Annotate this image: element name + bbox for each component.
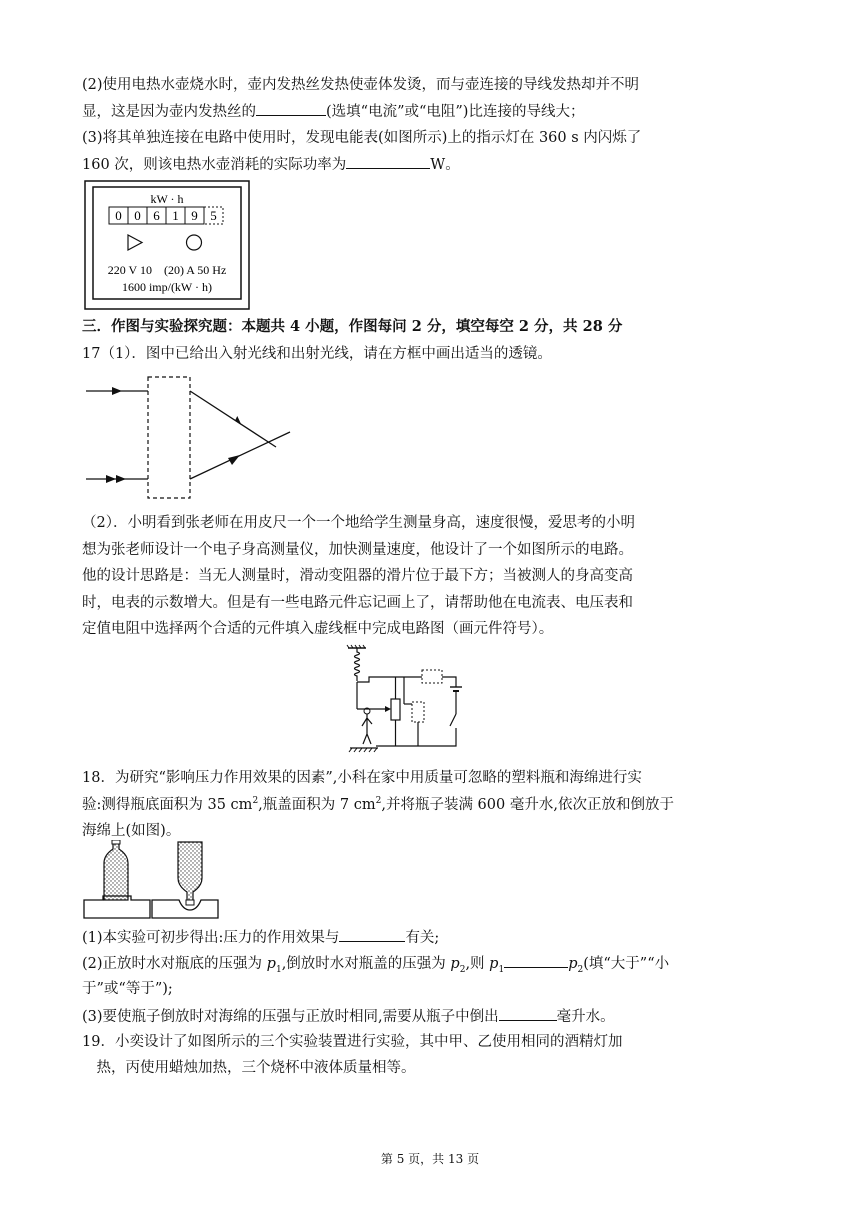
subscript: 2: [459, 964, 466, 975]
answer-blank[interactable]: [499, 1006, 557, 1021]
superscript: 2: [375, 796, 382, 807]
variable-p: p: [489, 956, 499, 972]
q18-sub3-pre: (3)要使瓶子倒放时对海绵的压强与正放时相同,需要从瓶子中倒出: [82, 1009, 499, 1025]
q18-intro-line1: 18．为研究“影响压力作用效果的因素”,小科在家中用质量可忽略的塑料瓶和海绵进行实: [82, 770, 642, 786]
bottles-on-sponge-figure: [82, 840, 220, 920]
q18-text: ,瓶盖面积为 7 cm: [258, 797, 376, 813]
q18-sub1: [82, 927, 439, 948]
height-meter-circuit: [346, 644, 470, 756]
inverted-bottle: [152, 842, 218, 918]
subscript: 1: [275, 964, 282, 975]
q16-part2-text-pre: 显，这是因为壶内发热丝的: [82, 104, 256, 120]
meter-digit: 1: [172, 208, 179, 223]
slider-arrow-icon: [385, 706, 391, 712]
lens-dashed-box: [148, 377, 190, 498]
q18-text: ,并将瓶子装满 600 毫升水,依次正放和倒放于: [381, 797, 674, 813]
energy-meter-figure: [84, 180, 250, 310]
q18-sub3: [82, 1006, 615, 1027]
answer-blank[interactable]: [346, 154, 430, 169]
person-icon: [362, 708, 372, 744]
q18-sub2-line1: [82, 953, 669, 974]
arrow-icon: [112, 387, 122, 395]
q17-part2-line4: 时，电表的示数增大。但是有一些电路元件忘记画上了，请帮助他在电流表、电压表和: [82, 595, 633, 611]
q19-line1: 19．小奕设计了如图所示的三个实验装置进行实验，其中甲、乙使用相同的酒精灯加: [82, 1034, 623, 1050]
dashed-component-box: [422, 670, 442, 683]
answer-blank[interactable]: [339, 927, 405, 942]
q18-sub3-post: 毫升水。: [556, 1009, 615, 1025]
variable-p: p: [450, 956, 460, 972]
q16-part3-text-post: W。: [430, 157, 460, 173]
q18-intro-line2: [82, 795, 674, 815]
play-triangle-icon: [128, 235, 142, 250]
meter-digit: 0: [115, 208, 122, 223]
q17-part2-line2: 想为张老师设计一个电子身高测量仪，加快测量速度，他设计了一个如图所示的电路。: [82, 542, 633, 558]
answer-blank[interactable]: [504, 953, 568, 968]
q16-part2-line2: [82, 101, 584, 122]
q18-text: (2)正放时水对瓶底的压强为: [82, 956, 267, 972]
q18-sub2-line2: 于”或“等于”);: [82, 981, 173, 997]
subscript: 1: [498, 964, 505, 975]
variable-p: p: [568, 956, 578, 972]
arrow-icon: [116, 475, 126, 483]
q16-part3-text-pre: 160 次，则该电热水壶消耗的实际功率为: [82, 157, 347, 173]
q16-part2-text-post: (选填“电流”或“电阻”)比连接的导线大；: [326, 104, 585, 120]
rheostat-icon: [391, 699, 400, 720]
q17-part2-line3: 他的设计思路是：当无人测量时，滑动变阻器的滑片位于最下方；当被测人的身高变高: [82, 568, 633, 584]
q18-text: ,倒放时水对瓶盖的压强为: [281, 956, 451, 972]
arrow-icon: [228, 455, 240, 465]
meter-digit: 9: [191, 208, 198, 223]
meter-constant: 1600 imp/(kW · h): [121, 280, 213, 294]
q17-part2-line1: （2）．小明看到张老师在用皮尺一个一个地给学生测量身高，速度很慢，爱思考的小明: [82, 515, 635, 531]
indicator-circle-icon: [187, 235, 202, 250]
spring-icon: [355, 648, 360, 681]
q18-text: ,则: [465, 956, 490, 972]
switch-icon: [450, 714, 456, 726]
q16-part3-line1: (3)将其单独连接在电路中使用时，发现电能表(如图所示)上的指示灯在 360 s 内闪烁了: [82, 130, 642, 146]
meter-unit: kW · h: [150, 192, 184, 206]
meter-digit: 5: [210, 208, 217, 223]
lens-ray-diagram: [84, 372, 298, 504]
q18-intro-line3: 海绵上(如图)。: [82, 823, 181, 839]
answer-blank[interactable]: [256, 101, 326, 116]
page-footer: 第 5 页，共 13 页: [380, 1152, 480, 1166]
q18-sub1-post: 有关;: [405, 930, 440, 946]
meter-digits: [109, 207, 223, 224]
subscript: 2: [577, 964, 584, 975]
q19-line2: 热，丙使用蜡烛加热，三个烧杯中液体质量相等。: [82, 1060, 416, 1076]
dashed-component-box: [412, 702, 424, 722]
q16-part3-line2: [82, 154, 460, 175]
superscript: 2: [252, 796, 259, 807]
q18-sub1-pre: (1)本实验可初步得出:压力的作用效果与: [82, 930, 340, 946]
q16-part2-line1: (2)使用电热水壶烧水时，壶内发热丝发热使壶体发烫，而与壶连接的导线发热却并不明: [82, 77, 640, 93]
arrow-icon: [106, 475, 116, 483]
section-title: 三．作图与实验探究题：本题共 4 小题，作图每问 2 分，填空每空 2 分，共 28 分: [82, 318, 623, 335]
q18-text: 验:测得瓶底面积为 35 cm: [82, 797, 253, 813]
meter-digit: 6: [153, 208, 160, 223]
meter-rating: 220 V 10 (20) A 50 Hz: [107, 263, 227, 277]
sponge-right: [152, 900, 218, 918]
q18-text: (填“大于”“小: [583, 956, 670, 972]
upright-bottle: [84, 840, 150, 918]
q17-part2-line5: 定值电阻中选择两个合适的元件填入虚线框中完成电路图（画元件符号）。: [82, 621, 554, 637]
variable-p: p: [266, 956, 276, 972]
meter-digit: 0: [134, 208, 141, 223]
q17-part1: 17（1）．图中已给出入射光线和出射光线，请在方框中画出适当的透镜。: [82, 346, 552, 362]
